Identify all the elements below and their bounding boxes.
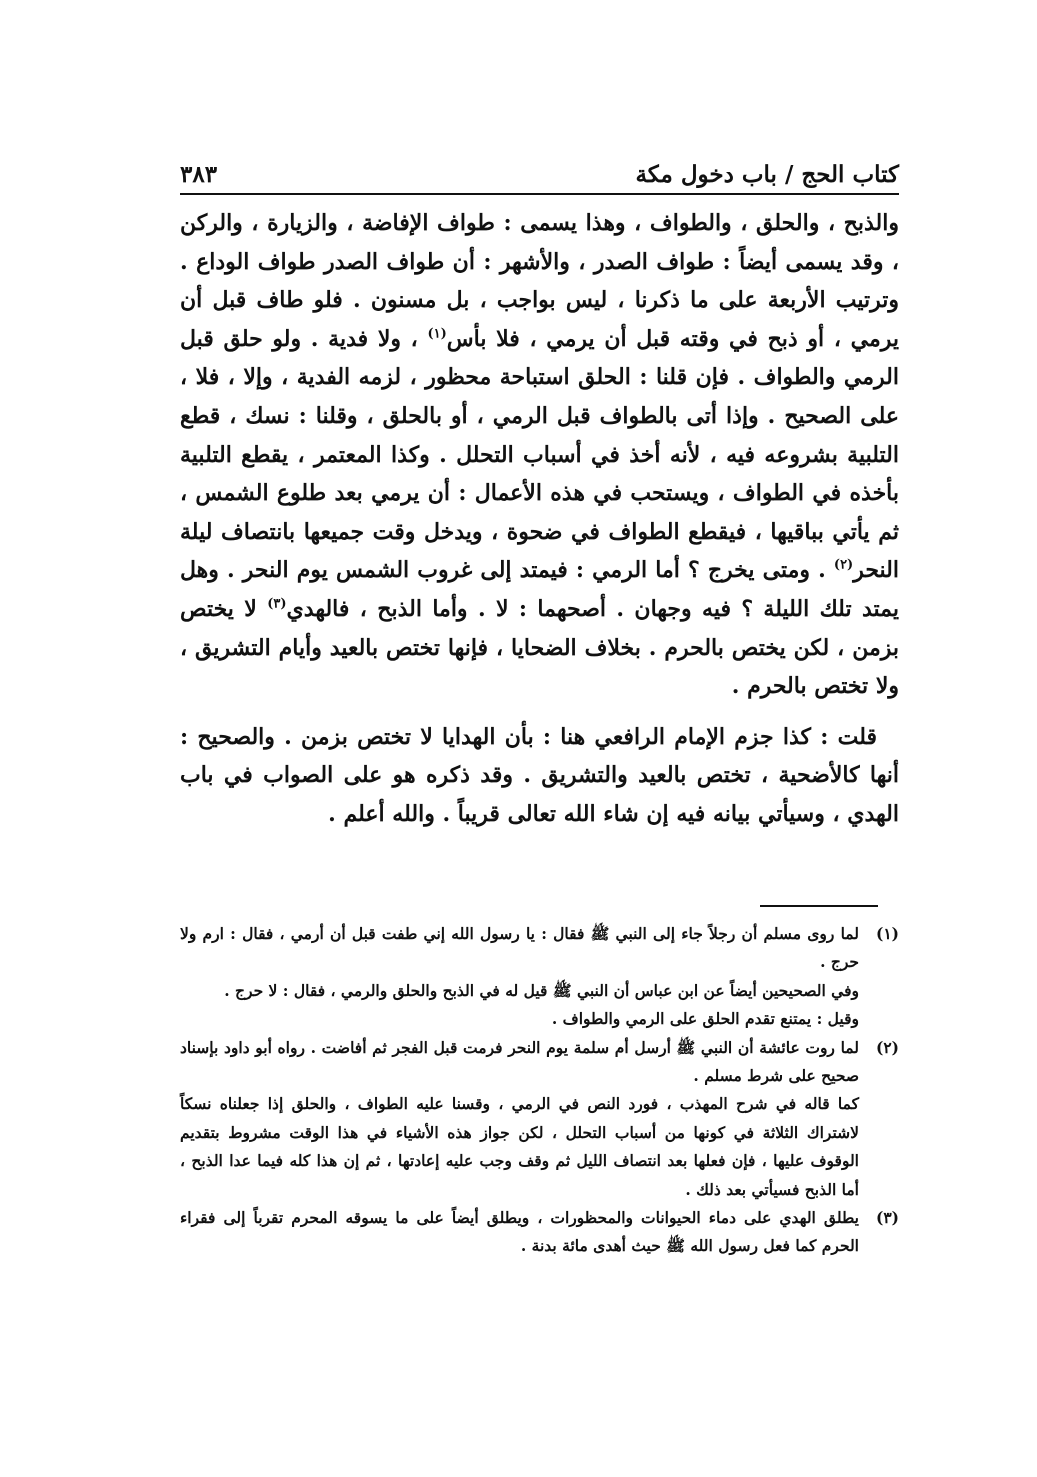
running-title: كتاب الحج / باب دخول مكة [635,161,899,188]
footnote-separator [760,905,878,907]
footnote-body [180,1204,859,1261]
header-rule [180,193,899,195]
footnote-number: (٣) [875,1208,899,1228]
text-segment: . ومتى يخرج ؟ أما الرمي : فيمتد إلى غروب الشمس يوم النحر . وهل يمتد تلك الليلة ؟ فيه وجهان . أصحهما : لا . وأما الذبح ، فالهدي [180,557,900,622]
footnote-reference: (٣) [267,596,287,612]
footnote-body [180,920,859,1034]
paragraph: قلت : كذا جزم الإمام الرافعي هنا : بأن الهدايا لا تختص بزمن . والصحيح : أنها كالأضحية ، تختص بالعيد والتشريق . وقد ذكره هو على الصواب في باب الهدي ، وسيأتي بيانه فيه إن شاء الله تعالى قريباً . والله أعلم . [180,723,899,827]
footnote-line: يطلق الهدي على دماء الحيوانات والمحظورات ، ويطلق أيضاً على ما يسوقه المحرم تقرباً إلى فقراء الحرم كما فعل رسول الله ﷺ حيث أهدى مائة بدنة . [180,1208,859,1256]
footnote-line: وفي الصحيحين أيضاً عن ابن عباس أن النبي ﷺ قيل له في الذبح والحلق والرمي ، فقال : لا حرج . [224,980,859,1000]
page-number: ٣٨٣ [180,161,218,188]
footnote-body [180,1034,859,1204]
footnote [180,1034,899,1204]
footnote-line: كما قاله في شرح المهذب ، فورد النص في الرمي ، وقسنا عليه الطواف ، والحلق إذا جعلناه نسكاً لاشتراك الثلاثة في كونها من أسباب التحلل ، لكن جواز هذه الأشياء في هذا الوقت مشروط بتقديم الوقوف عليها ، فإن فعلها بعد انتصاف الليل ثم وقف وجب عليه إعادتها ، ثم إن هذا كله فيما عدا الذبح ، أما الذبح فسيأتي بعد ذلك . [180,1094,859,1199]
footnote-reference: (٢) [833,558,854,574]
text-segment: لا يختص بزمن ، لكن يختص بالحرم . بخلاف الضحايا ، فإنها تختص بالعيد وأيام التشريق ، ولا تختص بالحرم . [180,595,899,700]
text-segment: والذبح ، والحلق ، والطواف ، وهذا يسمى : طواف الإفاضة ، والزيارة ، والركن ، وقد يسمى أيضاً : طواف الصدر ، والأشهر : أن طواف الصدر طواف الوداع . وترتيب الأربعة على ما ذكرنا ، ليس بواجب ، بل مسنون . فلو طاف قبل أن يرمي ، أو ذبح في وقته قبل أن يرمي ، فلا بأس [180,210,899,352]
text-segment: ، ولا فدية . ولو حلق قبل الرمي والطواف . فإن قلنا : الحلق استباحة محظور ، لزمه الفدية ، وإلا ، فلا ، على الصحيح . وإذا أتى بالطواف قبل الرمي ، أو بالحلق ، وقلنا : نسك ، قطع التلبية بشروعه فيه ، لأنه أخذ في أسباب التحلل . وكذا المعتمر ، يقطع التلبية بأخذه في الطواف ، ويستحب في هذه الأعمال : أن يرمي بعد طلوع الشمس ، ثم يأتي بباقيها ، فيقطع الطواف في ضحوة ، ويدخل وقت جميعها بانتصاف ليلة النحر [180,325,899,584]
footnote-line: وقيل : يمتنع تقدم الحلق على الرمي والطواف . [551,1009,859,1029]
footnote-number: (٢) [875,1037,899,1057]
footnote-line: لما روى مسلم أن رجلاً جاء إلى النبي ﷺ فقال : يا رسول الله إني طفت قبل أن أرمي ، فقال : ارم ولا حرج . [180,924,859,972]
footnotes [180,920,899,1261]
paragraph [180,204,899,706]
footnote [180,1204,899,1261]
footnote-reference: (١) [427,326,447,342]
page-header [180,148,899,188]
main-text [180,204,899,834]
footnote-line: لما روت عائشة أن النبي ﷺ أرسل أم سلمة يوم النحر فرمت قبل الفجر ثم أفاضت . رواه أبو داود بإسناد صحيح على شرط مسلم . [180,1037,859,1086]
footnote-number: (١) [875,924,899,943]
footnote [180,920,899,1034]
